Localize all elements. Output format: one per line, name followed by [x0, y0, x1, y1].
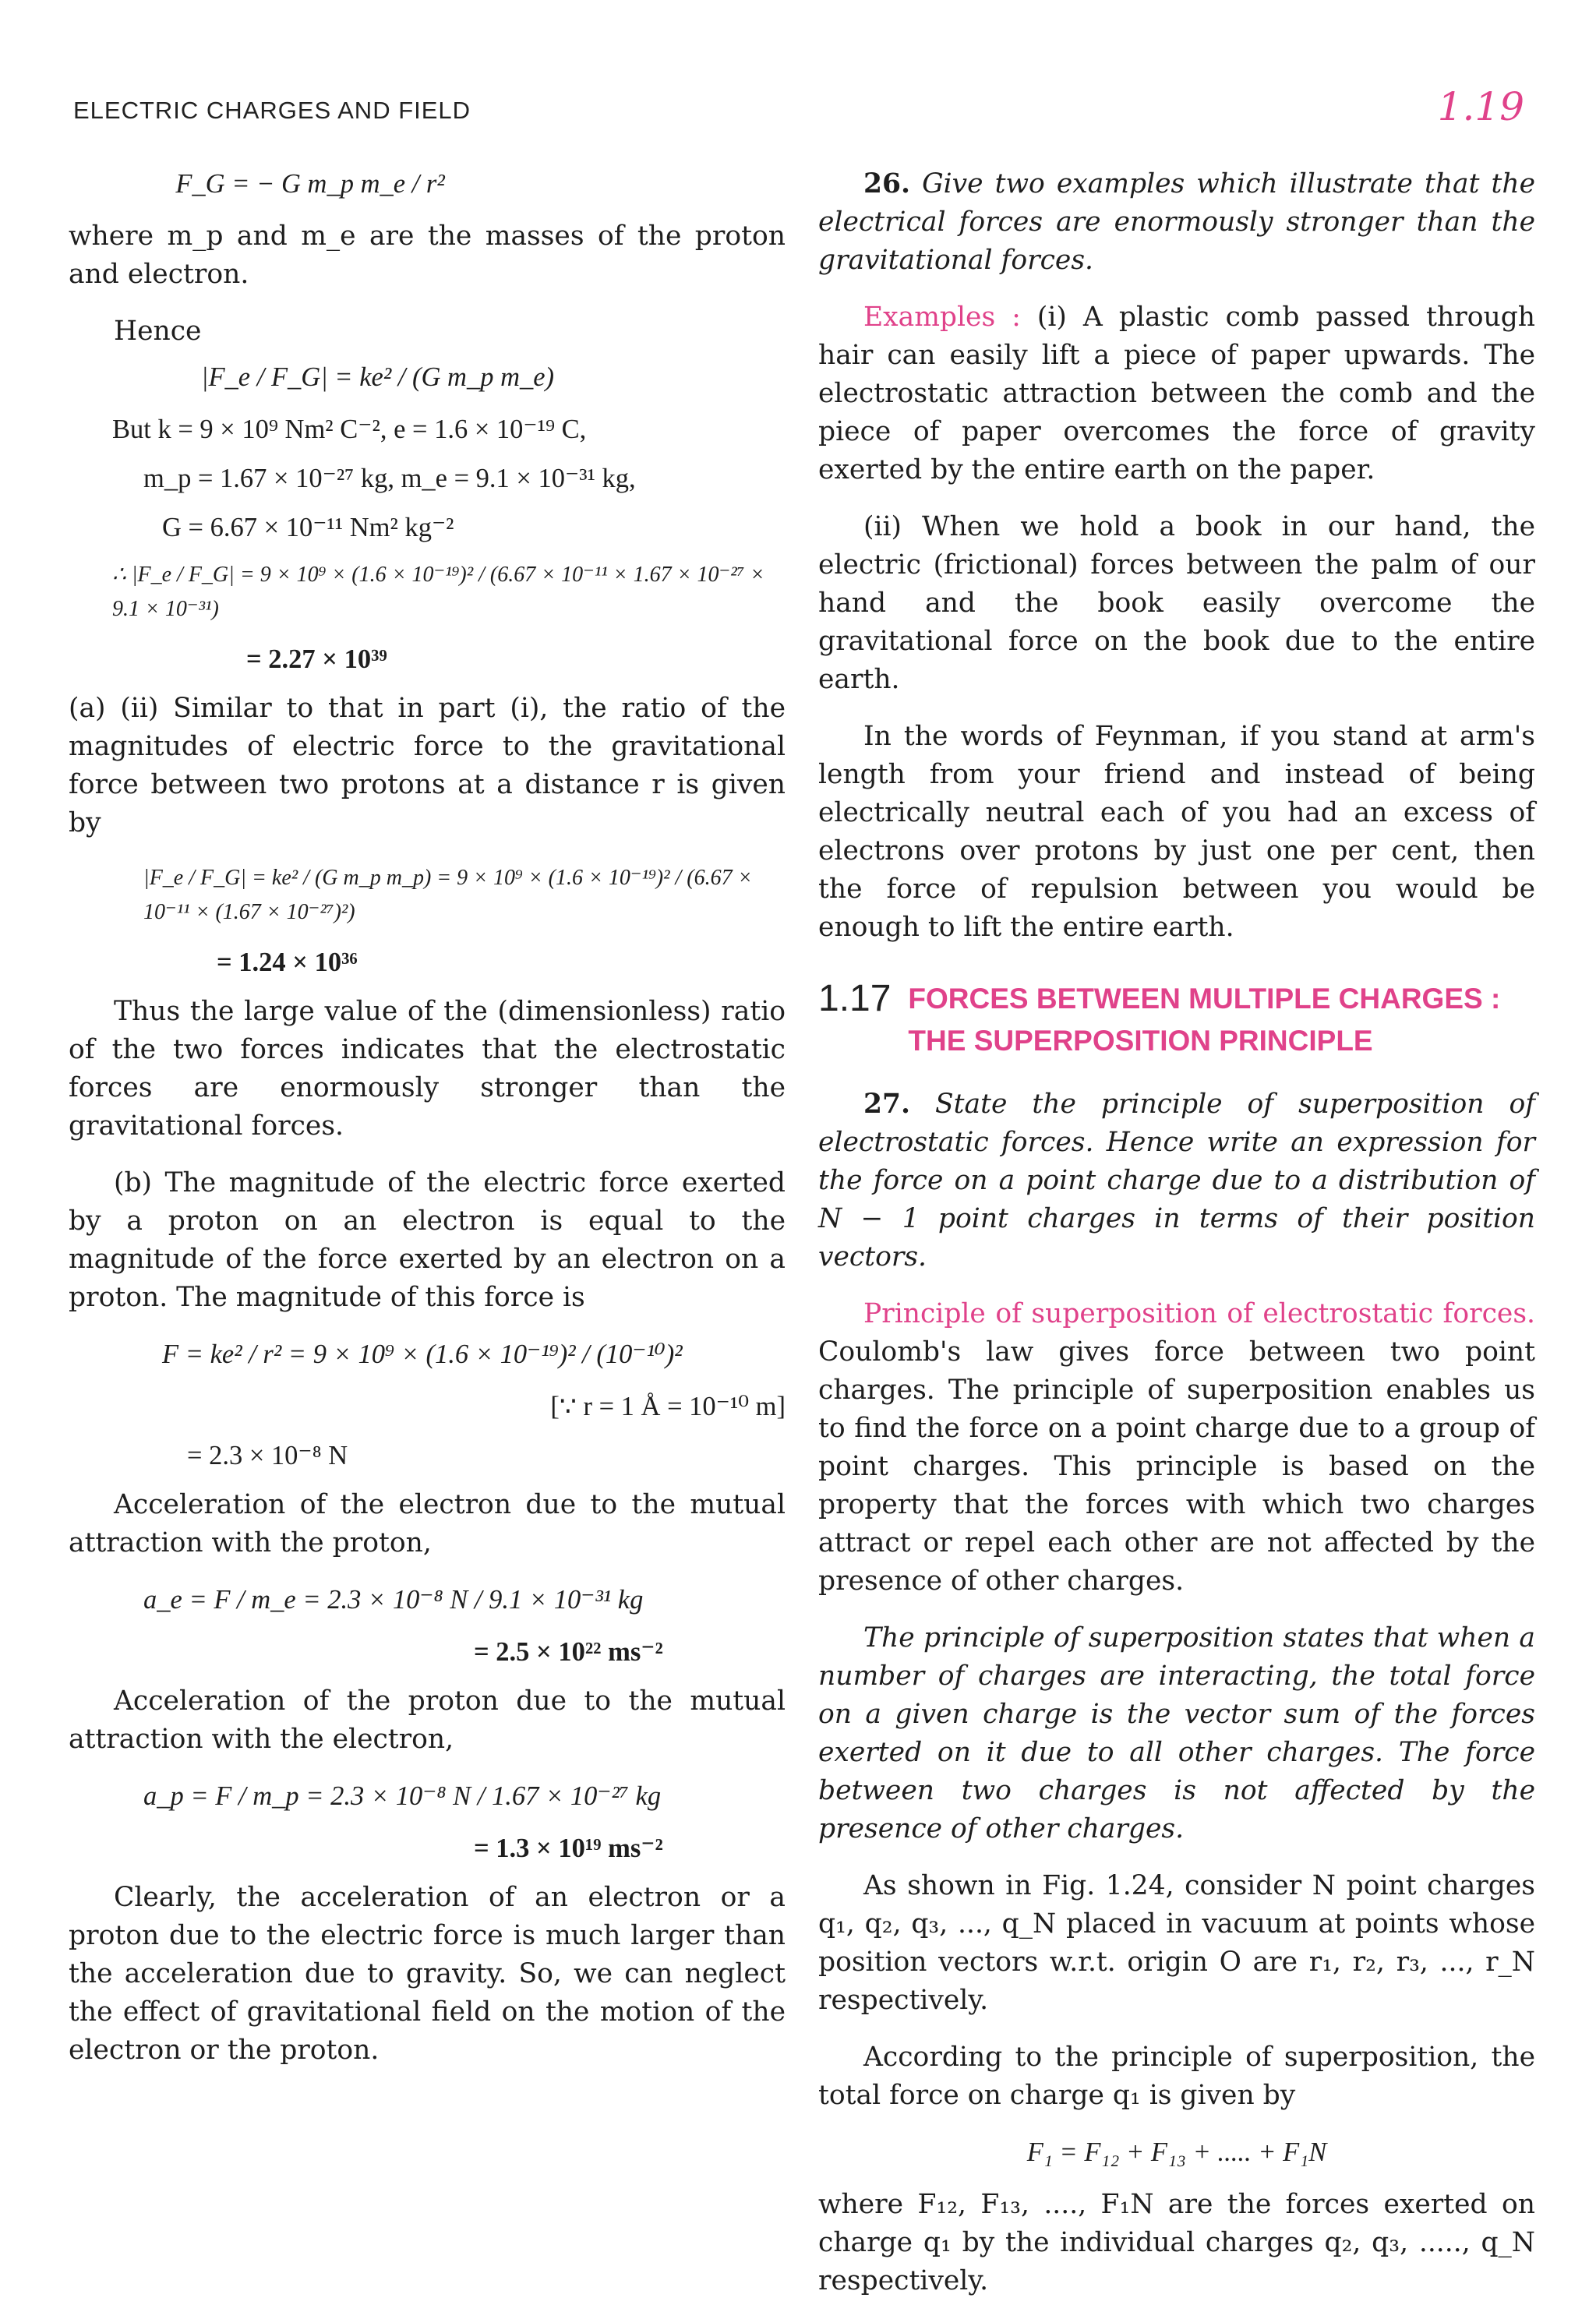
ratio-result: = 2.27 × 10³⁹: [246, 644, 387, 674]
left-column: [69, 165, 786, 2088]
part-b-text: (b) The magnitude of the electric force exerted by a proton on an electron is equal to the magnitude of the force exerted by an electron on a proton. The magnitude of this force is: [69, 1167, 786, 1313]
section-title-line-1: FORCES BETWEEN MULTIPLE CHARGES :: [908, 983, 1501, 1015]
question-26: [818, 165, 1535, 280]
electric-force-result: = 2.3 × 10⁻⁸ N: [187, 1441, 348, 1470]
gravity-force-equation: F_G = − G m_p m_e / r²: [175, 169, 445, 199]
electron-acceleration-equation: a_e = F / m_e = 2.3 × 10⁻⁸ N / 9.1 × 10⁻³¹ kg: [143, 1585, 644, 1615]
proton-ratio-equation: |F_e / F_G| = ke² / (G m_p m_p) = 9 × 10⁹ × (1.6 × 10⁻¹⁹)² / (6.67 × 10⁻¹¹ × (1.67 × 10⁻²⁷)²): [143, 866, 753, 924]
question-27-text: State the principle of superposition of electrostatic forces. Hence write an expression for the force on a point charge due to a distribution of N − 1 point charges in terms of their position vectors.: [818, 1089, 1536, 1272]
example-i-text: (i) A plastic comb passed through hair can easily lift a piece of paper upwards. The electrostatic attraction between the comb and the piece of paper overcomes the force of gravity exerted by the entire earth on the paper.: [818, 302, 1536, 485]
question-27-number: 27.: [863, 1089, 911, 1120]
section-title: [908, 978, 1500, 1062]
proton-acceleration-result: = 1.3 × 10¹⁹ ms⁻²: [474, 1834, 663, 1863]
question-26-number: 26.: [863, 168, 911, 199]
given-constants-3: G = 6.67 × 10⁻¹¹ Nm² kg⁻²: [162, 513, 454, 542]
given-constants-2: m_p = 1.67 × 10⁻²⁷ kg, m_e = 9.1 × 10⁻³¹ kg,: [143, 464, 636, 493]
masses-note: where m_p and m_e are the masses of the proton and electron.: [69, 221, 786, 290]
question-26-text: Give two examples which illustrate that the electrical forces are enormously stronger than the gravitational forces.: [818, 168, 1536, 276]
example-i: [818, 298, 1535, 489]
clearly-text: Clearly, the acceleration of an electron or a proton due to the electric force is much larger than the acceleration due to gravity. So, we can neglect the effect of gravitational field on the motion of the electron or the proton.: [69, 1882, 786, 2066]
examples-label: Examples :: [863, 302, 1021, 333]
page-number: 1.19: [1437, 84, 1524, 129]
proton-acceleration-intro: Acceleration of the proton due to the mutual attraction with the electron,: [69, 1685, 786, 1755]
section-title-line-2: THE SUPERPOSITION PRINCIPLE: [908, 1025, 1373, 1057]
running-head: ELECTRIC CHARGES AND FIELD: [73, 97, 471, 124]
according-text: According to the principle of superposition, the total force on charge q₁ is given by: [818, 2042, 1535, 2111]
principle-label: Principle of superposition of electrostatic forces.: [863, 1298, 1535, 1329]
feynman-text: In the words of Feynman, if you stand at arm's length from your friend and instead of being electrically neutral each of you had an excess of electrons over protons by just one per cent, then the force of repulsion between you would be enough to lift the entire earth.: [818, 721, 1535, 943]
ratio-calculation: ∴ |F_e / F_G| = 9 × 10⁹ × (1.6 × 10⁻¹⁹)² / (6.67 × 10⁻¹¹ × 1.67 × 10⁻²⁷ × 9.1 × 10⁻³¹): [112, 563, 765, 621]
total-force-equation: F₁ = F₁₂ + F₁₃ + ..... + F₁N: [1026, 2137, 1327, 2167]
proton-ratio-result: = 1.24 × 10³⁶: [217, 948, 358, 977]
where-forces-text: where F₁₂, F₁₃, ...., F₁N are the forces exerted on charge q₁ by the individual charges q₂, q₃, ....., q_N respectively.: [818, 2189, 1535, 2296]
section-number: 1.17: [818, 978, 892, 1019]
distance-note: [∵ r = 1 Å = 10⁻¹⁰ m]: [550, 1392, 786, 1421]
right-column: [818, 165, 1535, 2319]
ratio-formula: |F_e / F_G| = ke² / (G m_p m_e): [201, 362, 555, 392]
section-heading: [818, 978, 1535, 1062]
electron-acceleration-result: = 2.5 × 10²² ms⁻²: [474, 1637, 663, 1667]
conclusion-text: Thus the large value of the (dimensionless) ratio of the two forces indicates that the electrostatic forces are enormously stronger than the gravitational forces.: [69, 996, 786, 1142]
figure-intro-text: As shown in Fig. 1.24, consider N point charges q₁, q₂, q₃, ..., q_N placed in vacuum at points whose position vectors w.r.t. origin O are r₁, r₂, r₃, ..., r_N respectively.: [818, 1870, 1535, 2016]
superposition-statement: The principle of superposition states that when a number of charges are interacting, the total force on a given charge is the vector sum of the forces exerted on it due to all other charges. The force between two charges is not affected by the presence of other charges.: [818, 1622, 1535, 1844]
electron-acceleration-intro: Acceleration of the electron due to the mutual attraction with the proton,: [69, 1489, 786, 1558]
hence-text: Hence: [114, 316, 202, 347]
part-a-ii-text: (a) (ii) Similar to that in part (i), the ratio of the magnitudes of electric force to the gravitational force between two protons at a distance r is given by: [69, 693, 786, 838]
question-27: [818, 1085, 1535, 1276]
electric-force-equation: F = ke² / r² = 9 × 10⁹ × (1.6 × 10⁻¹⁹)² / (10⁻¹⁰)²: [162, 1340, 683, 1369]
example-ii-text: (ii) When we hold a book in our hand, the electric (frictional) forces between the palm of our hand and the book easily overcome the gravitational force on the book due to the entire earth.: [818, 511, 1535, 695]
principle-paragraph: [818, 1295, 1535, 1601]
principle-text: Coulomb's law gives force between two point charges. The principle of superposition enables us to find the force on a point charge due to a group of point charges. This principle is based on the property that the forces with which two charges attract or repel each other are not affected by the presence of other charges.: [818, 1336, 1535, 1597]
proton-acceleration-equation: a_p = F / m_p = 2.3 × 10⁻⁸ N / 1.67 × 10⁻²⁷ kg: [143, 1781, 662, 1811]
given-constants-1: But k = 9 × 10⁹ Nm² C⁻², e = 1.6 × 10⁻¹⁹ C,: [112, 415, 587, 444]
